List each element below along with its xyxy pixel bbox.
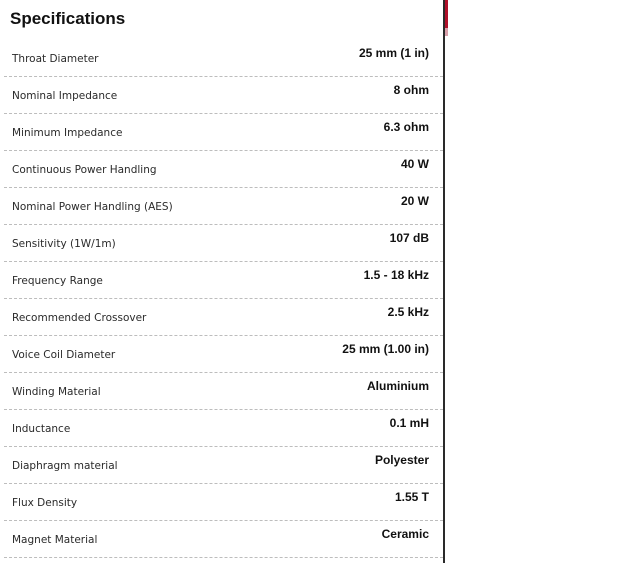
spec-value: 40 W xyxy=(400,157,429,171)
spec-row-frequency-range xyxy=(4,262,443,299)
spec-label: Recommended Crossover xyxy=(12,312,147,324)
spec-label: Diaphragm material xyxy=(12,460,118,472)
spec-value: 2.5 kHz xyxy=(387,305,429,319)
spec-label: Frequency Range xyxy=(12,275,103,287)
spec-value: 6.3 ohm xyxy=(383,120,429,134)
spec-label: Throat Diameter xyxy=(12,53,99,65)
spec-label: Flux Density xyxy=(12,497,78,509)
spec-row-voice-coil-diameter xyxy=(4,336,443,373)
panel-right-border xyxy=(443,0,445,563)
spec-value: 8 ohm xyxy=(393,83,429,97)
spec-label: Sensitivity (1W/1m) xyxy=(12,238,116,250)
spec-label: Inductance xyxy=(12,423,71,435)
spec-value: Ceramic xyxy=(381,527,429,541)
spec-row-inductance xyxy=(4,410,443,447)
spec-label: Minimum Impedance xyxy=(12,127,123,139)
spec-value: 1.55 T xyxy=(394,490,429,504)
spec-row-flux-density xyxy=(4,484,443,521)
spec-row-nominal-impedance xyxy=(4,77,443,114)
spec-row-nominal-power-handling xyxy=(4,188,443,225)
spec-value: 25 mm (1.00 in) xyxy=(342,342,429,356)
spec-row-diaphragm-material xyxy=(4,447,443,484)
spec-label: Voice Coil Diameter xyxy=(12,349,116,361)
spec-label: Nominal Power Handling (AES) xyxy=(12,201,173,213)
spec-label: Continuous Power Handling xyxy=(12,164,157,176)
section-title: Specifications xyxy=(10,9,126,28)
spec-value: 1.5 - 18 kHz xyxy=(363,268,429,282)
spec-row-minimum-impedance xyxy=(4,114,443,151)
spec-value: Aluminium xyxy=(367,379,429,393)
spec-value: Polyester xyxy=(374,453,429,467)
spec-value: 107 dB xyxy=(389,231,429,245)
spec-label: Magnet Material xyxy=(12,534,98,546)
spec-row-recommended-crossover xyxy=(4,299,443,336)
spec-value: 20 W xyxy=(400,194,429,208)
spec-value: 25 mm (1 in) xyxy=(358,46,429,60)
spec-row-magnet-material xyxy=(4,521,443,558)
spec-row-winding-material xyxy=(4,373,443,410)
spec-row-throat-diameter xyxy=(4,40,443,77)
spec-label: Winding Material xyxy=(12,386,101,398)
spec-label: Nominal Impedance xyxy=(12,90,118,102)
accent-bar-fade xyxy=(445,28,448,36)
spec-row-sensitivity xyxy=(4,225,443,262)
specifications-table xyxy=(4,40,443,558)
spec-row-continuous-power-handling xyxy=(4,151,443,188)
accent-bar xyxy=(445,0,448,28)
spec-value: 0.1 mH xyxy=(389,416,429,430)
